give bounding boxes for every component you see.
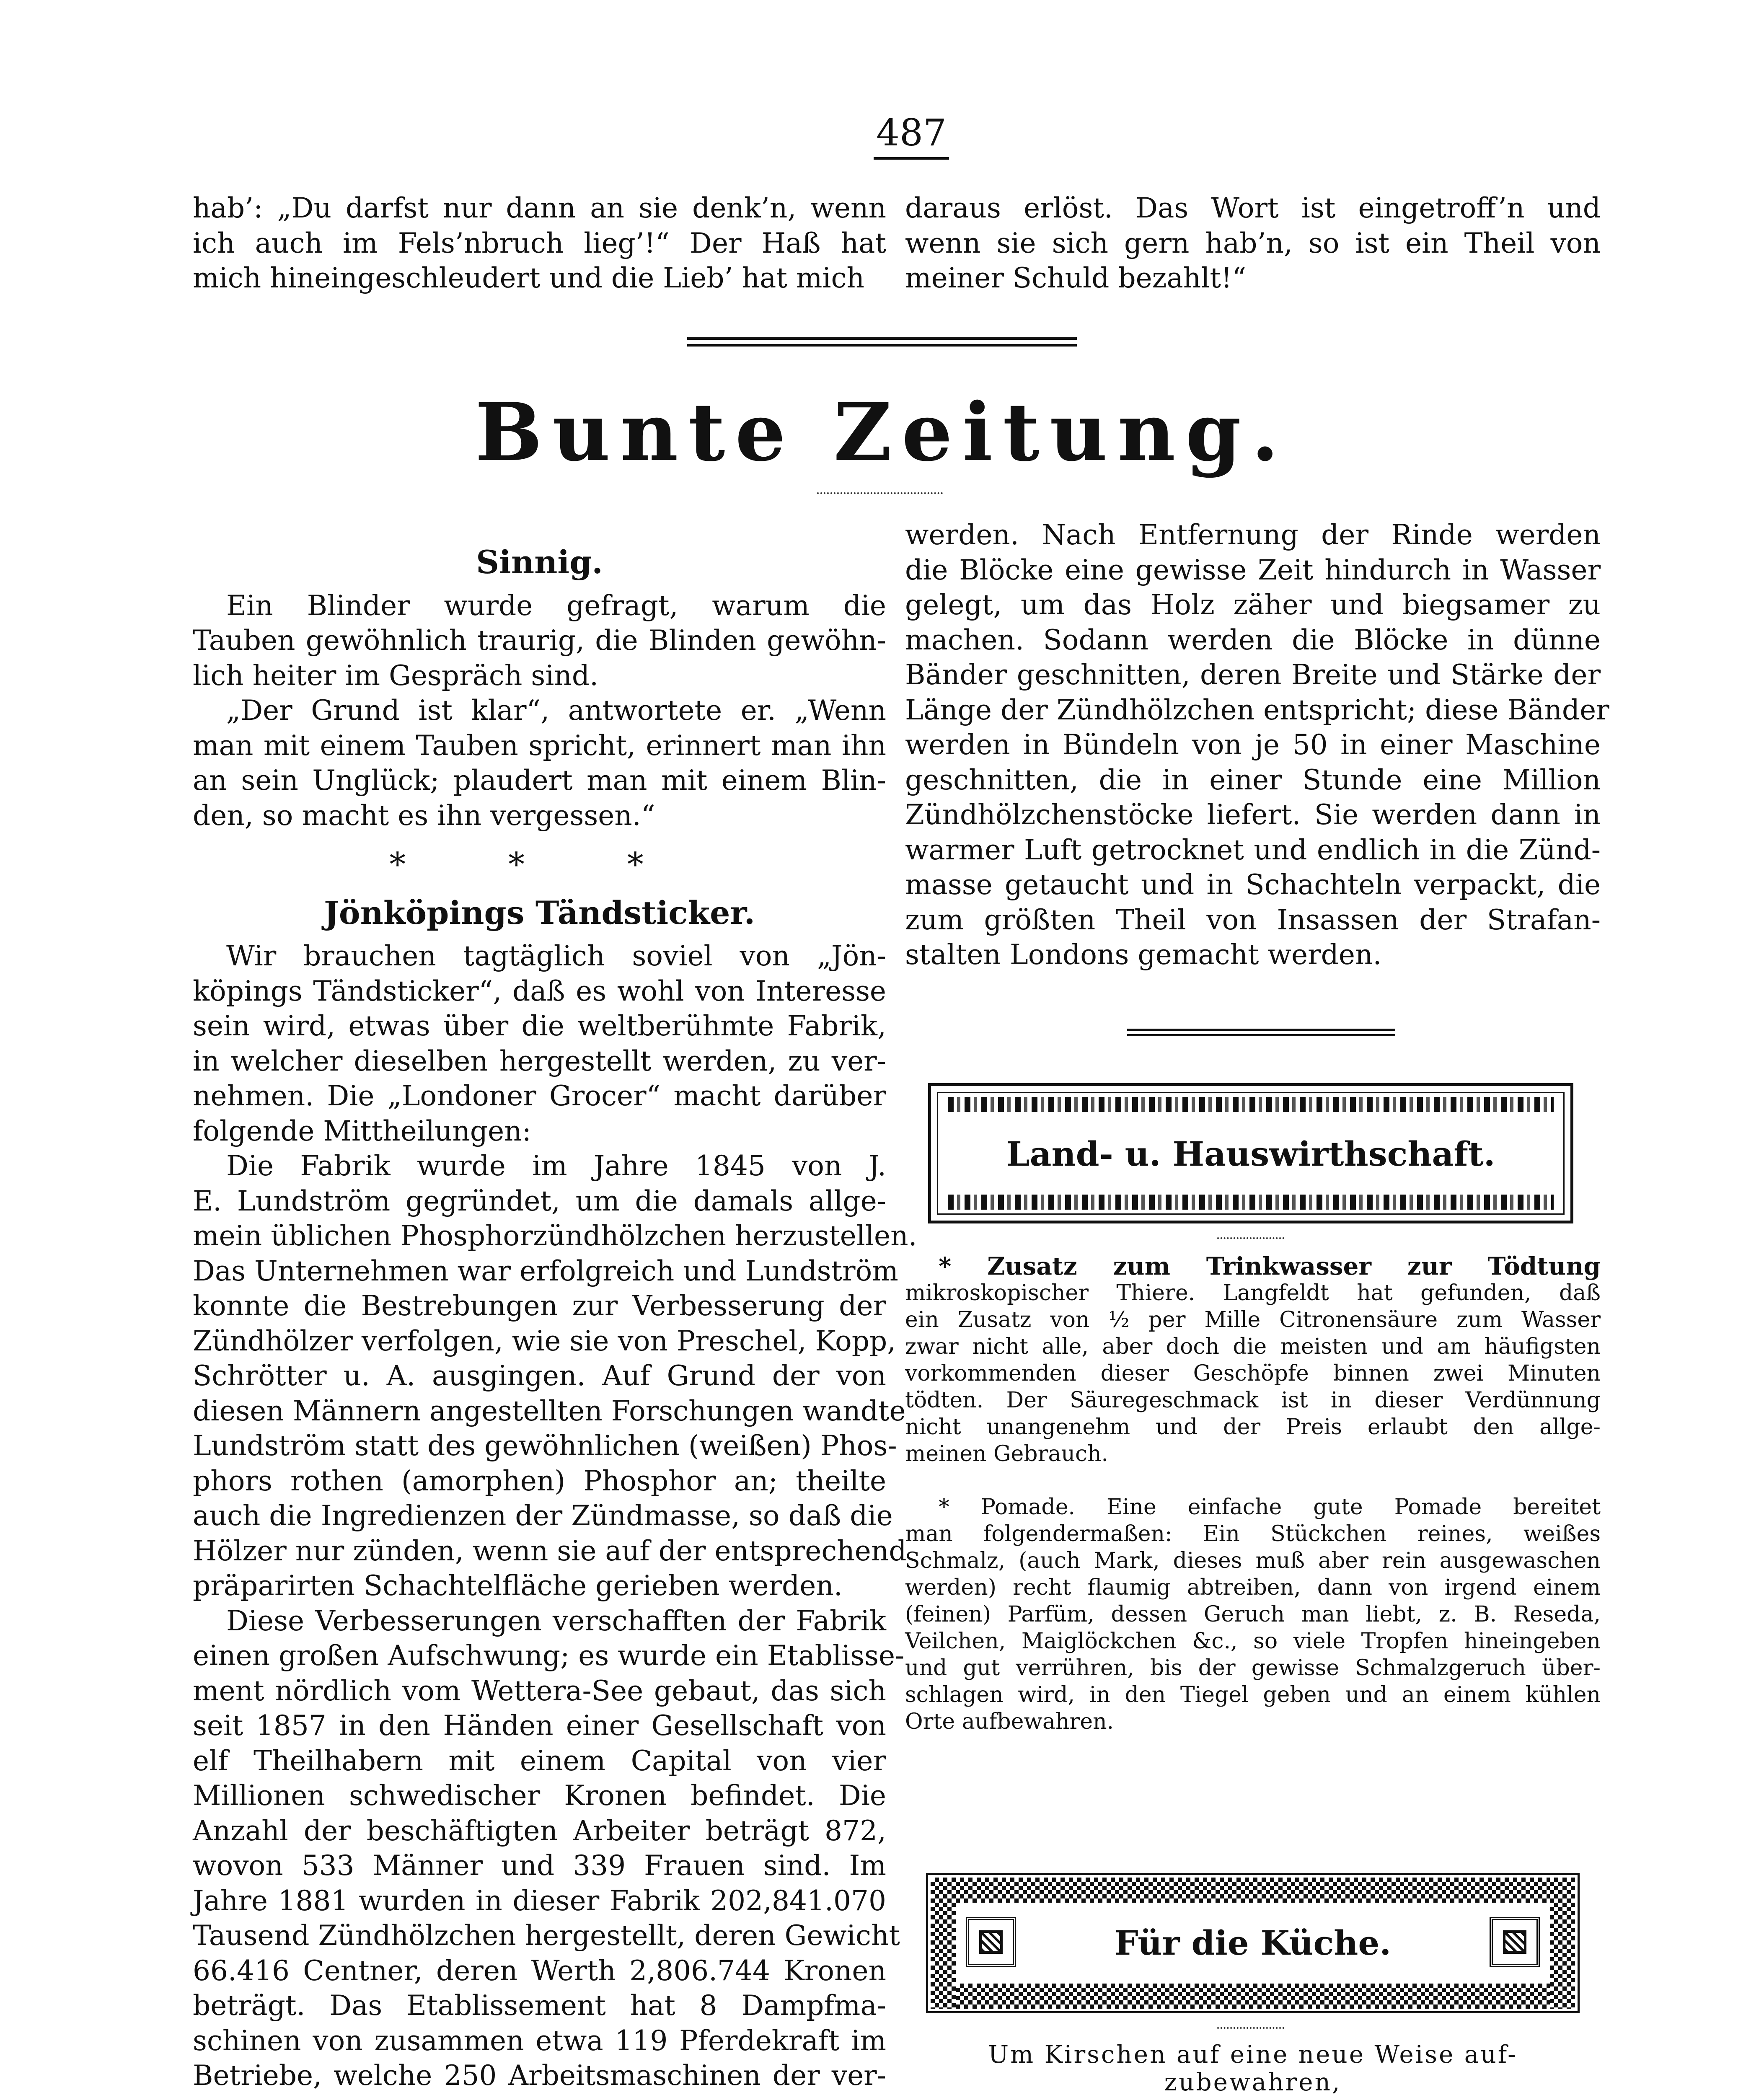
text-line: warmer Luft getrocknet und endlich in die Zünd- (905, 833, 1601, 866)
text-line: seit 1857 in den Händen einer Gesellschaft von (193, 1710, 886, 1742)
title-ornament (817, 488, 943, 494)
double-rule (687, 337, 1077, 347)
text-line: Millionen schwedischer Kronen befindet. Die (193, 1779, 886, 1812)
text-line: * Pomade. Eine einfache gute Pomade bereitet (939, 1495, 1601, 1520)
separator-stars: * * * (389, 846, 690, 884)
text-line: einen großen Aufschwung; es wurde ein Etablisse- (193, 1640, 905, 1672)
text-line: in welcher dieselben hergestellt werden, zu ver- (193, 1045, 886, 1077)
text-line: 66.416 Centner, deren Werth 2,806.744 Kronen (193, 1954, 886, 1987)
text-line: werden) recht flaumig abtreiben, dann von irgend einem (905, 1575, 1601, 1600)
text-line: (feinen) Parfüm, dessen Geruch man liebt, z. B. Reseda, (905, 1602, 1601, 1627)
text-line: machen. Sodann werden die Blöcke in dünne (905, 623, 1601, 656)
text-line: hab’: „Du darfst nur dann an sie denk’n, wenn (193, 192, 886, 224)
text-line: elf Theilhabern mit einem Capital von vier (193, 1744, 886, 1777)
text-line: man mit einem Tauben spricht, erinnert man ihn (193, 729, 886, 762)
ornament-band-top (948, 1097, 1554, 1112)
text-line: meinen Gebrauch. (905, 1441, 1109, 1466)
land-box-title: Land- u. Hauswirthschaft. (1006, 1134, 1495, 1174)
text-line: die Blöcke eine gewisse Zeit hindurch in Wasser (905, 553, 1601, 586)
text-line: diesen Männern angestellten Forschungen wandte (193, 1394, 906, 1427)
text-line: Diese Verbesserungen verschafften der Fabrik (226, 1604, 886, 1637)
text-line: gelegt, um das Holz zäher und biegsamer zu (905, 589, 1601, 621)
kirschen-heading (905, 2041, 1601, 2095)
checker-band-bottom (931, 1984, 1575, 2009)
text-line: Lundström statt des gewöhnlichen (weißen) Phos- (193, 1430, 897, 1462)
text-line: nicht unangenehm und der Preis erlaubt den allge- (905, 1415, 1601, 1440)
text-line: E. Lundström gegründet, um die damals allge- (193, 1185, 886, 1217)
text-line: zum größten Theil von Insassen der Strafan- (905, 903, 1601, 936)
text-line: Hölzer nur zünden, wenn sie auf der entsprechend (193, 1534, 907, 1567)
text-line: tödten. Der Säuregeschmack ist in dieser Verdünnung (905, 1388, 1601, 1413)
text-line: Tausend Zündhölzchen hergestellt, deren Gewicht (193, 1919, 900, 1952)
zusatz-heading-line: * Zusatz zum Trinkwasser zur Tödtung (939, 1252, 1601, 1280)
text-line: mein üblichen Phosphorzündhölzchen herzustellen. (193, 1220, 917, 1252)
text-line: „Der Grund ist klar“, antwortete er. „Wenn (226, 694, 886, 727)
text-line: lich heiter im Gespräch sind. (193, 659, 599, 692)
text-line: wovon 533 Männer und 339 Frauen sind. Im (193, 1849, 886, 1882)
text-line: Länge der Zündhölzchen entspricht; diese Bänder (905, 693, 1609, 726)
wave-ornament (1217, 1234, 1284, 1239)
text-line: Betriebe, welche 250 Arbeitsmaschinen der ver- (193, 2059, 886, 2092)
kueche-box-title: Für die Küche. (1114, 1923, 1392, 1963)
text-line: mich hineingeschleudert und die Lieb’ hat mich (193, 262, 864, 294)
text-line: präparirten Schachtelfläche gerieben werden. (193, 1570, 843, 1602)
text-line: Schrötter u. A. ausgingen. Auf Grund der von (193, 1360, 886, 1392)
page-number: 487 (876, 111, 947, 154)
text-line: an sein Unglück; plaudert man mit einem Blin- (193, 764, 886, 797)
text-line: werden. Nach Entfernung der Rinde werden (905, 519, 1601, 551)
text-line: Schmalz, (auch Mark, dieses muß aber rein ausgewaschen (905, 1548, 1601, 1573)
text-line: Orte aufbewahren. (905, 1709, 1114, 1734)
text-line: nehmen. Die „Londoner Grocer“ macht darüber (193, 1080, 886, 1112)
kirschen-heading-line: zubewahren, (1164, 2068, 1342, 2095)
kirschen-heading-line: Um Kirschen auf eine neue Weise auf- (988, 2040, 1518, 2069)
text-line: ment nördlich vom Wettera-See gebaut, das sich (193, 1674, 886, 1707)
text-line: stalten Londons gemacht werden. (905, 939, 1382, 971)
text-line: Wir brauchen tagtäglich soviel von „Jön- (226, 940, 886, 972)
text-line: den, so macht es ihn vergessen.“ (193, 799, 655, 832)
text-line: köpings Tändsticker“, daß es wohl von Interesse (193, 975, 886, 1007)
text-line (193, 2093, 886, 2095)
text-line: Die Fabrik wurde im Jahre 1845 von J. (226, 1150, 886, 1182)
ornament-band-bottom (948, 1195, 1554, 1210)
text-line: beträgt. Das Etablissement hat 8 Dampfma- (193, 1989, 886, 2022)
text-line: ich auch im Fels’nbruch lieg’!“ Der Haß hat (193, 227, 886, 259)
text-line: Zündhölzchenstöcke liefert. Sie werden dann in (905, 799, 1601, 831)
left-column (193, 543, 917, 2095)
text-line: ein Zusatz von ½ per Mille Citronensäure zum Wasser (905, 1307, 1601, 1332)
text-line: mikroskopischer Thiere. Langfeldt hat gefunden, daß (905, 1280, 1601, 1306)
text-line: schlagen wird, in den Tiegel geben und an einem kühlen (905, 1682, 1601, 1707)
checker-band-top (931, 1878, 1575, 1903)
top-right-text (905, 191, 1601, 296)
sinnig-heading: Sinnig. (476, 543, 603, 581)
joenkoeping-heading: Jönköpings Tändsticker. (323, 894, 755, 931)
text-line: masse getaucht und in Schachteln verpackt, die (905, 869, 1601, 901)
text-line: konnte die Bestrebungen zur Verbesserung der (193, 1290, 886, 1322)
kirschen-article (905, 2041, 1601, 2095)
text-line: wenn sie sich gern hab’n, so ist ein Theil von (905, 227, 1601, 259)
wave-ornament (1217, 2024, 1284, 2029)
text-line: Bänder geschnitten, deren Breite und Stärke der (905, 659, 1601, 691)
text-line: geschnitten, die in einer Stunde eine Million (905, 763, 1601, 796)
text-line: daraus erlöst. Das Wort ist eingetroff’n und (905, 192, 1601, 224)
text-line: meiner Schuld bezahlt!“ (905, 262, 1247, 294)
separator-rule (1127, 1029, 1395, 1036)
text-line: Jahre 1881 wurden in dieser Fabrik 202,841.070 (193, 1884, 886, 1917)
text-line: Tauben gewöhnlich traurig, die Blinden gewöhn- (193, 624, 886, 657)
text-line: folgende Mittheilungen: (193, 1115, 531, 1147)
zusatz-article (905, 1253, 1601, 1467)
top-left-text (193, 191, 886, 296)
land-hauswirthschaft-box (928, 1083, 1573, 1223)
text-line: Anzahl der beschäftigten Arbeiter beträgt 872, (193, 1814, 886, 1847)
text-line: vorkommenden dieser Geschöpfe binnen zwei Minuten (905, 1361, 1601, 1386)
page-number-rule (874, 157, 949, 160)
text-line: zwar nicht alle, aber doch die meisten und am häufigsten (905, 1334, 1601, 1359)
text-line: Ein Blinder wurde gefragt, warum die (226, 589, 886, 622)
text-line: werden in Bündeln von je 50 in einer Maschine (905, 729, 1601, 761)
text-line: man folgendermaßen: Ein Stückchen reines, weißes (905, 1521, 1601, 1547)
text-line: auch die Ingredienzen der Zündmasse, so daß die (193, 1500, 893, 1532)
pomade-article (905, 1494, 1601, 1735)
text-line: Das Unternehmen war erfolgreich und Lundström (193, 1254, 898, 1287)
right-column-continuation (905, 517, 1609, 972)
text-line: schinen von zusammen etwa 119 Pferdekraft im (193, 2024, 886, 2057)
kueche-box (926, 1873, 1580, 2013)
text-line: sein wird, etwas über die weltberühmte Fabrik, (193, 1010, 886, 1042)
text-line: Veilchen, Maiglöckchen &c., so viele Tropfen hineingeben (905, 1629, 1601, 1654)
text-line: phors rothen (amorphen) Phosphor an; theilte (193, 1464, 886, 1497)
text-line: Zündhölzer verfolgen, wie sie von Preschel, Kopp, (193, 1324, 896, 1357)
text-line: und gut verrühren, bis der gewisse Schmalzgeruch über- (905, 1655, 1601, 1681)
section-title: Bunte Zeitung. (475, 385, 1289, 479)
